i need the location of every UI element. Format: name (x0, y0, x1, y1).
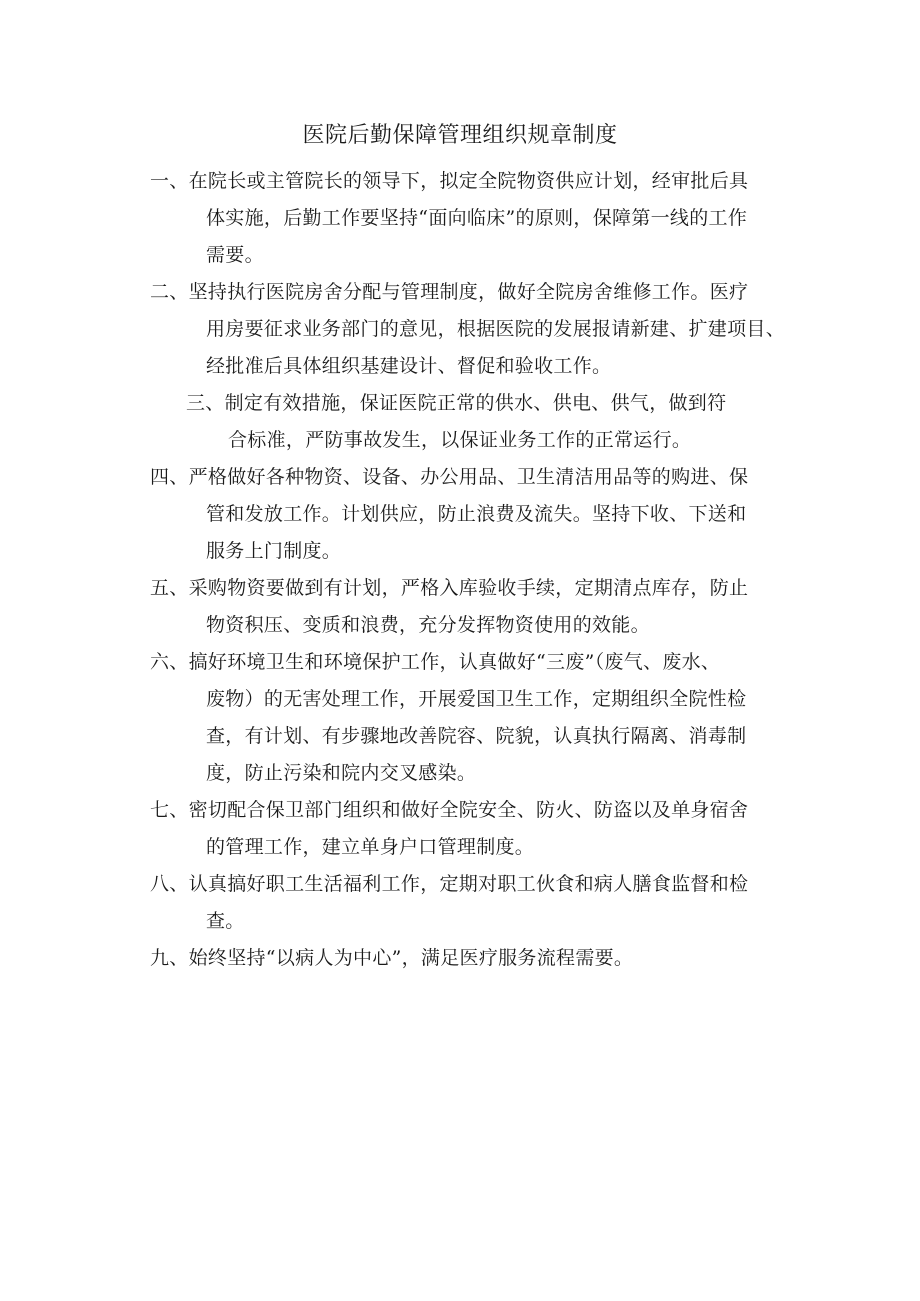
item-9-line-1: 九、始终坚持“以病人为中心”，满足医疗服务流程需要。 (150, 947, 634, 969)
item-3-line-2: 合标准，严防事故发生，以保证业务工作的正常运行。 (228, 429, 692, 451)
item-2-line-1: 二、坚持执行医院房舍分配与管理制度，做好全院房舍维修工作。医疗 (150, 281, 749, 303)
item-7-line-2: 的管理工作，建立单身户口管理制度。 (206, 836, 535, 858)
item-5-line-1: 五、采购物资要做到有计划，严格入库验收手续，定期清点库存，防止 (150, 577, 749, 599)
item-1-line-2: 体实施，后勤工作要坚持“面向临床”的原则，保障第一线的工作 (206, 207, 748, 229)
item-4-line-1: 四、严格做好各种物资、设备、办公用品、卫生清洁用品等的购进、保 (150, 466, 749, 488)
item-2-line-2: 用房要征求业务部门的意见，根据医院的发展报请新建、扩建项目、 (206, 318, 786, 340)
item-6-line-4: 度，防止污染和院内交叉感染。 (206, 762, 477, 784)
item-6-line-3: 查，有计划、有步骤地改善院容、院貌，认真执行隔离、消毒制 (206, 725, 747, 747)
item-6-line-2: 废物）的无害处理工作，开展爱国卫生工作，定期组织全院性检 (206, 688, 747, 710)
document-title: 医院后勤保障管理组织规章制度 (302, 123, 618, 148)
item-8-line-1: 八、认真搞好职工生活福利工作，定期对职工伙食和病人膳食监督和检 (150, 873, 749, 895)
item-4-line-3: 服务上门制度。 (206, 540, 342, 562)
item-1-line-3: 需要。 (206, 244, 264, 266)
item-8-line-2: 查。 (206, 910, 245, 932)
item-3-line-1: 三、制定有效措施，保证医院正常的供水、供电、供气，做到符 (186, 392, 727, 414)
item-4-line-2: 管和发放工作。计划供应，防止浪费及流失。坚持下收、下送和 (206, 503, 747, 525)
item-6-line-1: 六、搞好环境卫生和环境保护工作，认真做好“三废”（废气、废水、 (150, 651, 721, 673)
item-1-line-1: 一、在院长或主管院长的领导下，拟定全院物资供应计划，经审批后具 (150, 170, 749, 192)
item-2-line-3: 经批准后具体组织基建设计、督促和验收工作。 (206, 355, 612, 377)
item-7-line-1: 七、密切配合保卫部门组织和做好全院安全、防火、防盗以及单身宿舍 (150, 799, 749, 821)
item-5-line-2: 物资积压、变质和浪费，充分发挥物资使用的效能。 (206, 614, 650, 636)
